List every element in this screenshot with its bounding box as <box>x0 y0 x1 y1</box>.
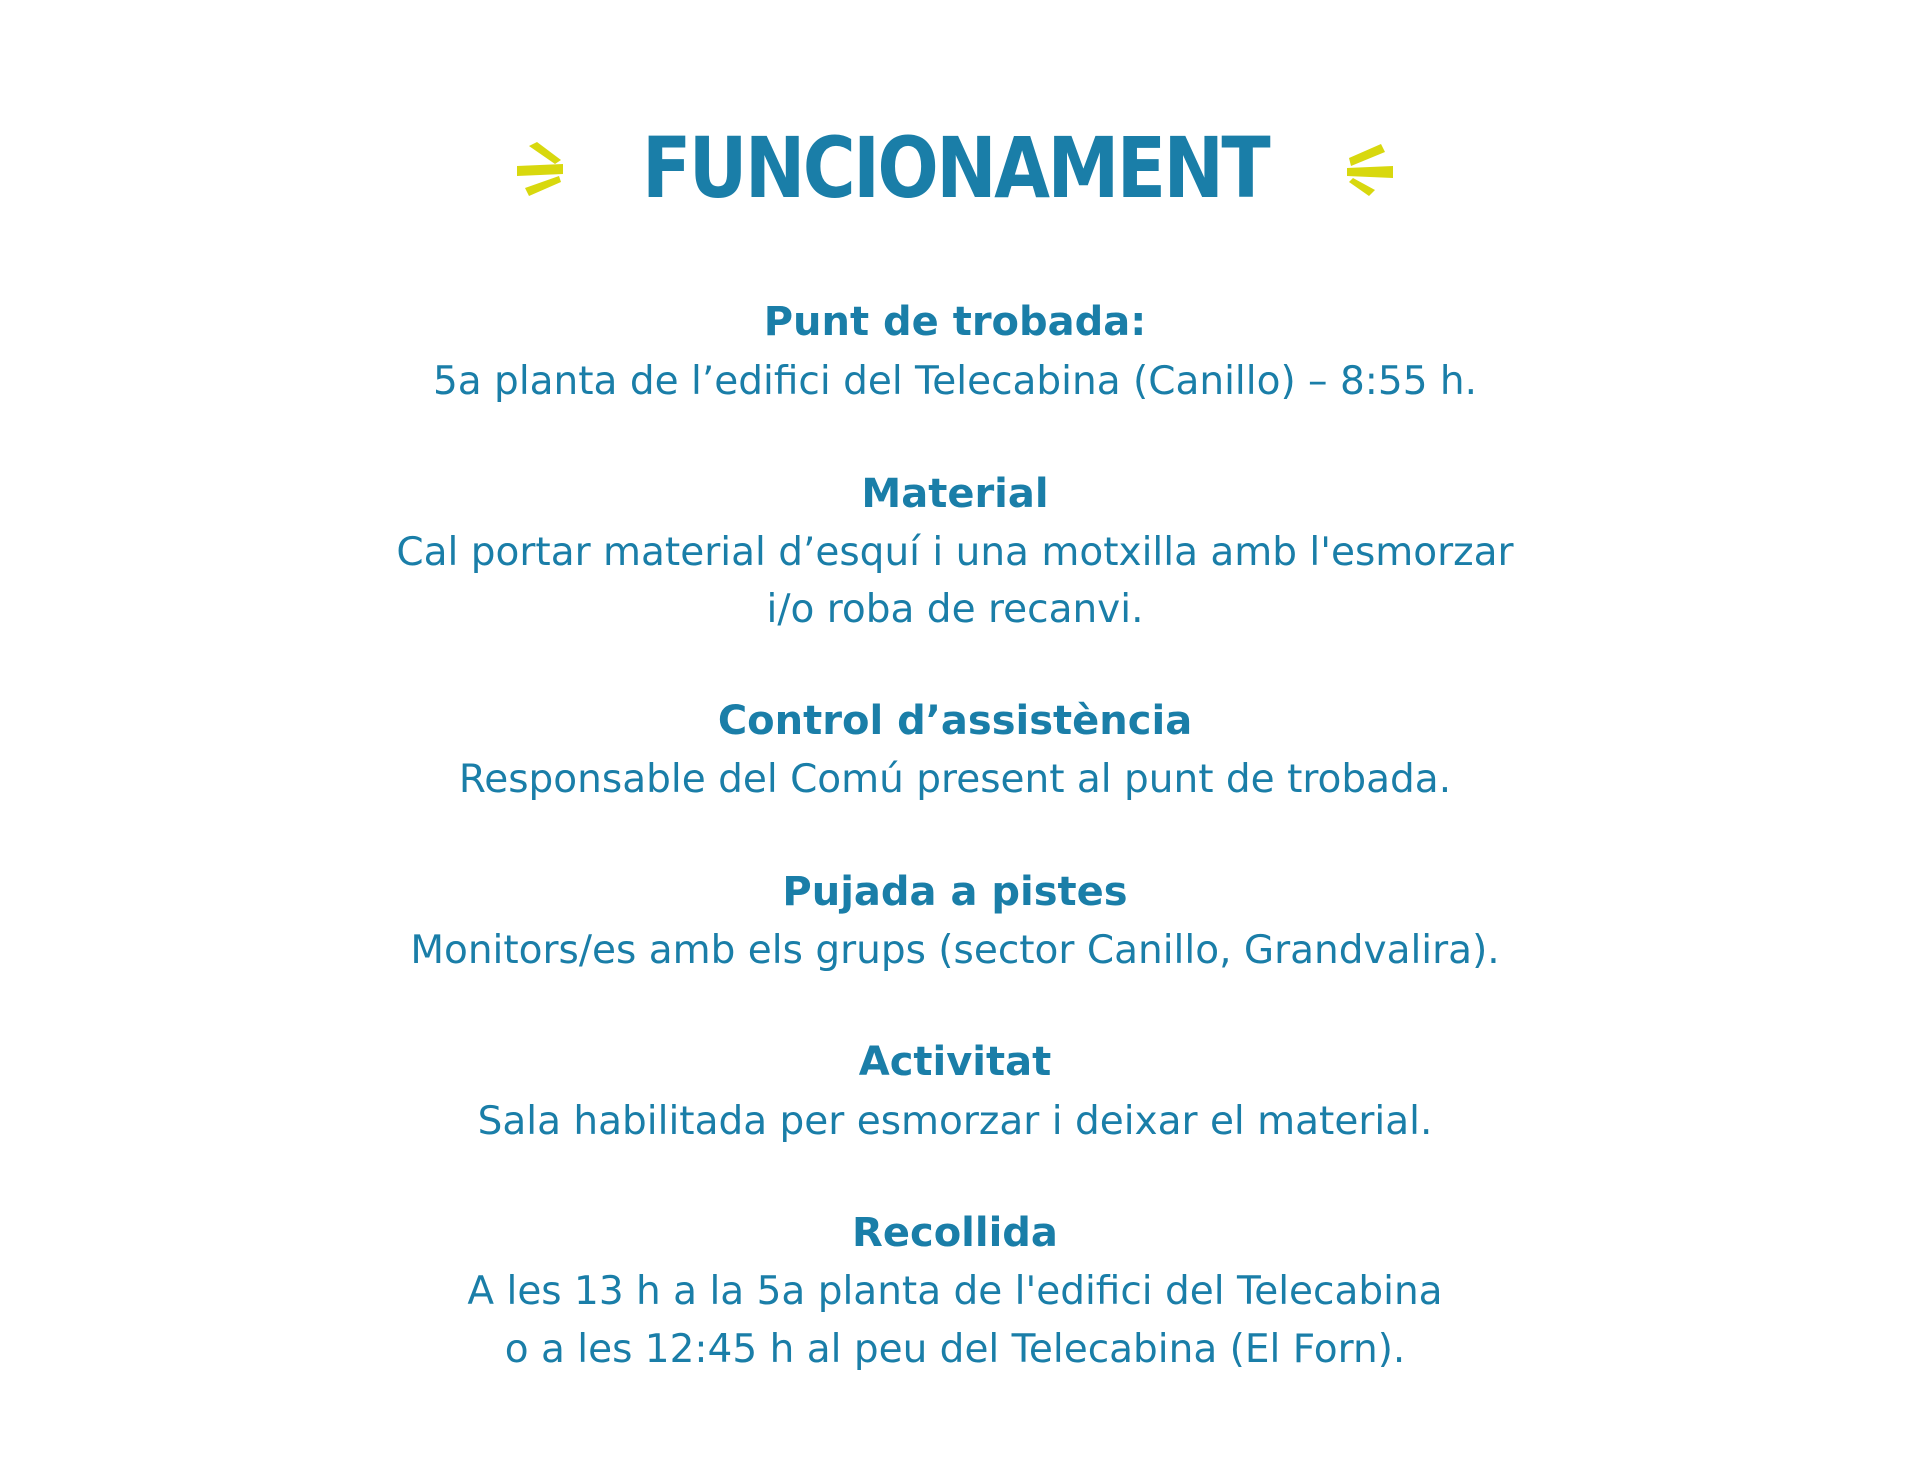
title-block <box>0 119 1910 217</box>
section-heading-pickup: Recollida <box>852 1210 1058 1256</box>
section-text-material-1: Cal portar material d’esquí i una motxilla amb l'esmorzar <box>396 530 1514 575</box>
section-text-slopes: Monitors/es amb els grups (sector Canillo, Grandvalira). <box>410 928 1500 973</box>
burst-left-icon <box>515 138 565 198</box>
section-heading-slopes: Pujada a pistes <box>782 869 1128 915</box>
section-heading-material: Material <box>861 471 1049 517</box>
section-text-meeting-point: 5a planta de l’edifici del Telecabina (Canillo) – 8:55 h. <box>432 359 1478 404</box>
section-heading-activity: Activitat <box>858 1039 1052 1085</box>
section-heading-attendance: Control d’assistència <box>717 698 1193 744</box>
section-text-pickup-1: A les 13 h a la 5a planta de l'edifici del Telecabina <box>467 1269 1443 1314</box>
section-heading-meeting-point: Punt de trobada: <box>763 299 1147 345</box>
section-text-material-2: i/o roba de recanvi. <box>766 587 1144 632</box>
section-text-attendance: Responsable del Comú present al punt de trobada. <box>458 757 1452 802</box>
section-text-activity: Sala habilitada per esmorzar i deixar el material. <box>477 1099 1433 1144</box>
section-text-pickup-2: o a les 12:45 h al peu del Telecabina (El Forn). <box>504 1327 1406 1372</box>
page-title: FUNCIONAMENT <box>641 119 1269 217</box>
burst-right-icon <box>1345 138 1395 198</box>
